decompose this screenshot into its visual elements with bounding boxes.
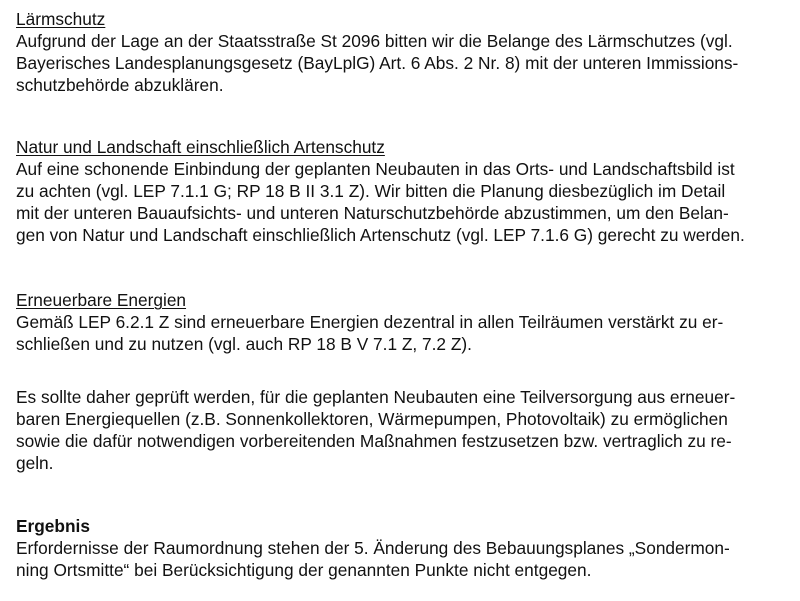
paragraph-line: Erfordernisse der Raumordnung stehen der 5. Änderung des Bebauungsplanes „Sondermon- <box>16 538 730 558</box>
section-heading: Erneuerbare Energien <box>16 290 187 310</box>
section-heading: Lärmschutz <box>16 9 106 29</box>
paragraph-line: geln. <box>16 453 54 473</box>
paragraph-line: Gemäß LEP 6.2.1 Z sind erneuerbare Energien dezentral in allen Teilräumen verstärkt zu er- <box>16 312 724 332</box>
section-heading: Natur und Landschaft einschließlich Artenschutz <box>16 137 385 157</box>
paragraph-line: ning Ortsmitte“ bei Berücksichtigung der genannten Punkte nicht entgegen. <box>16 560 592 580</box>
paragraph-line: sowie die dafür notwendigen vorbereitenden Maßnahmen festzusetzen bzw. vertraglich zu re- <box>16 431 732 451</box>
paragraph-line: Auf eine schonende Einbindung der geplanten Neubauten in das Orts- und Landschaftsbild ist <box>16 159 735 179</box>
paragraph-line: Es sollte daher geprüft werden, für die geplanten Neubauten eine Teilversorgung aus erneuer- <box>16 387 736 407</box>
paragraph-line: Bayerisches Landesplanungsgesetz (BayLplG) Art. 6 Abs. 2 Nr. 8) mit der unteren Immissions- <box>16 53 739 73</box>
paragraph-line: gen von Natur und Landschaft einschließlich Artenschutz (vgl. LEP 7.1.6 G) gerecht zu werden. <box>16 225 745 245</box>
section-natur-landschaft <box>16 136 745 246</box>
paragraph-line: schutzbehörde abzuklären. <box>16 75 224 95</box>
paragraph-line: Aufgrund der Lage an der Staatsstraße St 2096 bitten wir die Belange des Lärmschutzes (vgl. <box>16 31 733 51</box>
paragraph-teilversorgung <box>16 386 735 474</box>
section-ergebnis <box>16 515 730 581</box>
paragraph-line: zu achten (vgl. LEP 7.1.1 G; RP 18 B II 3.1 Z). Wir bitten die Planung diesbezüglich im Detail <box>16 181 726 201</box>
paragraph-line: schließen und zu nutzen (vgl. auch RP 18 B V 7.1 Z, 7.2 Z). <box>16 334 472 354</box>
section-erneuerbare-energien <box>16 289 723 355</box>
paragraph-line: mit der unteren Bauaufsichts- und unteren Naturschutzbehörde abzustimmen, um den Belan- <box>16 203 729 223</box>
section-heading: Ergebnis <box>16 516 90 536</box>
paragraph-line: baren Energiequellen (z.B. Sonnenkollektoren, Wärmepumpen, Photovoltaik) zu ermöglichen <box>16 409 728 429</box>
section-laermschutz <box>16 8 738 96</box>
